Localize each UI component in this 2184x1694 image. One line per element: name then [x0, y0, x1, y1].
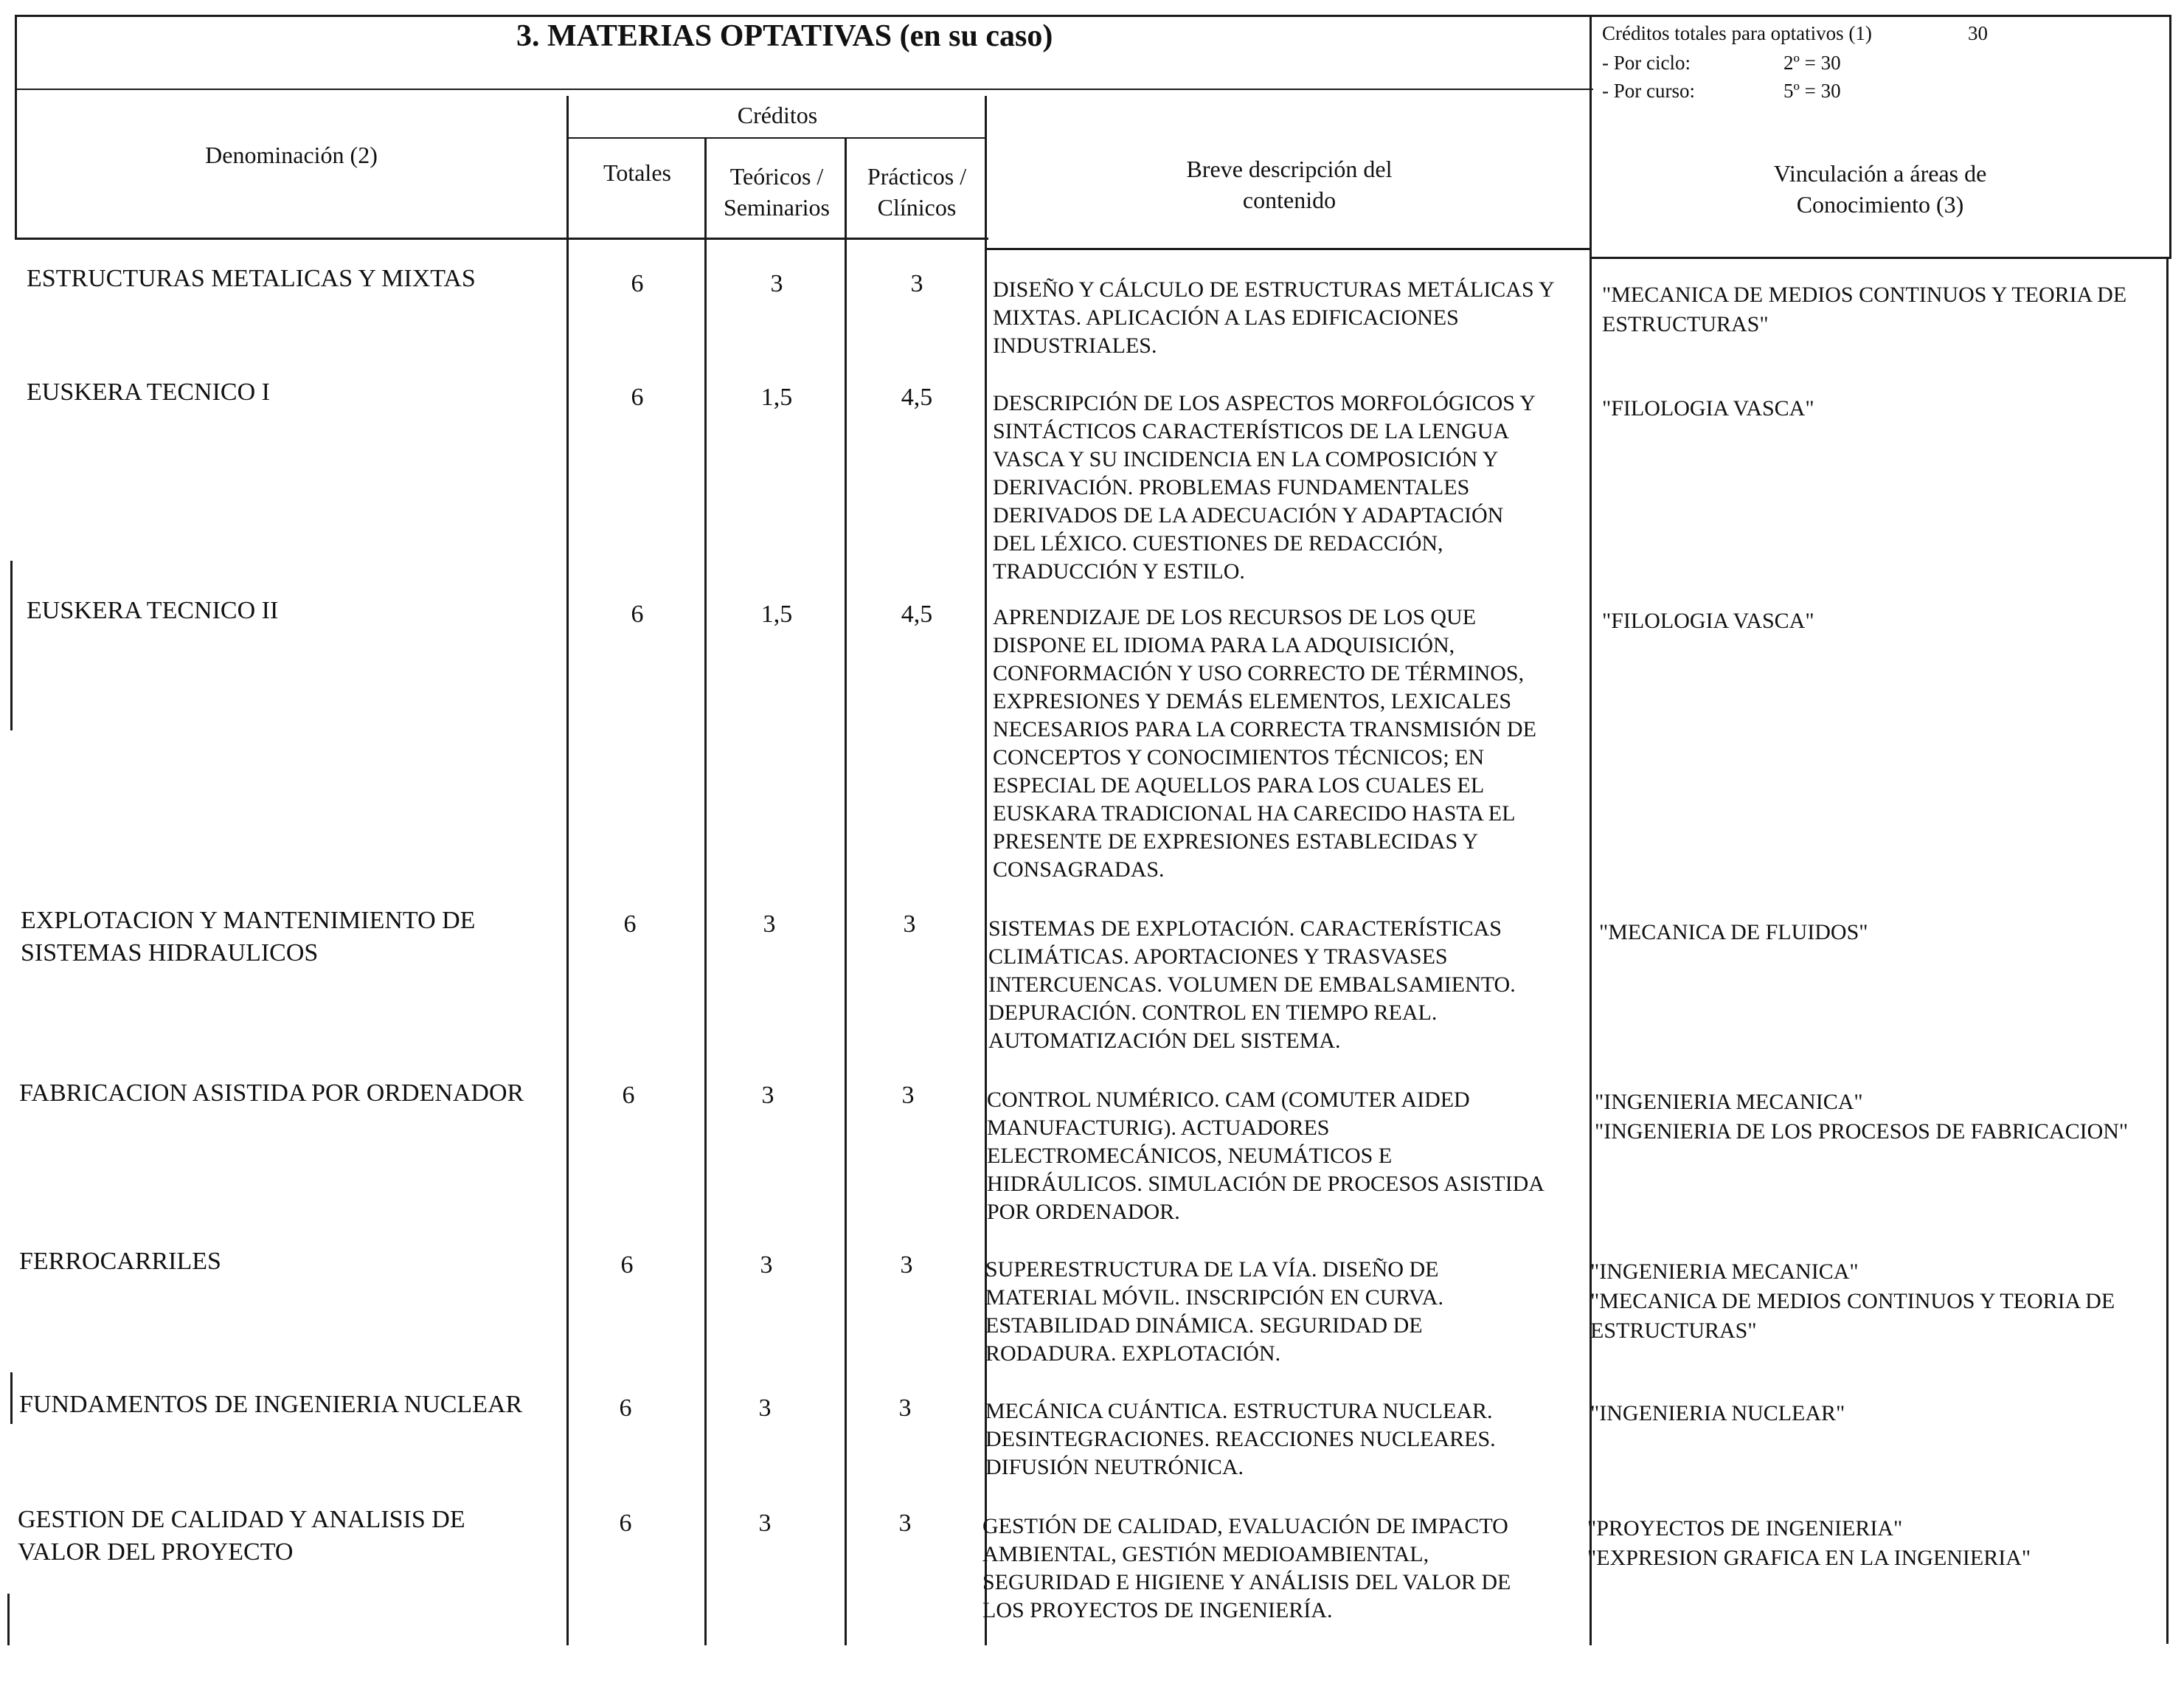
- row-descripcion: CONTROL NUMÉRICO. CAM (COMUTER AIDED MANUFACTURIG). ACTUADORES ELECTROMECÁNICOS, NEUMÁTICOS E HIDRÁULICOS. SIMULACIÓN DE PROCESOS ASISTIDA POR ORDENADOR.: [987, 1088, 1545, 1224]
- header-practicos: Prácticos / Clínicos: [867, 163, 967, 221]
- frame-left-line: [15, 15, 17, 238]
- left-border-fragment-2: [10, 1372, 13, 1424]
- row-areas: "PROYECTOS DE INGENIERIA" "EXPRESION GRAFICA EN LA INGENIERIA": [1587, 1516, 2031, 1570]
- row-descripcion: DISEÑO Y CÁLCULO DE ESTRUCTURAS METÁLICAS Y MIXTAS. APLICACIÓN A LAS EDIFICACIONES INDUSTRIALES.: [993, 277, 1555, 358]
- row-areas: "MECANICA DE MEDIOS CONTINUOS Y TEORIA DE ESTRUCTURAS": [1602, 283, 2127, 336]
- credits-ciclo-label: - Por ciclo:: [1602, 52, 1691, 74]
- row-totales: 6: [619, 1394, 632, 1422]
- header-denominacion: Denominación (2): [205, 142, 378, 168]
- credits-curso-label: - Por curso:: [1602, 80, 1695, 102]
- header-creditos: Créditos: [737, 102, 818, 128]
- header-teoricos: Teóricos / Seminarios: [724, 163, 830, 221]
- row-teoricos: 3: [760, 1251, 773, 1279]
- row-totales: 6: [620, 1251, 634, 1279]
- creditos-group-line: [568, 137, 987, 139]
- row-areas: "FILOLOGIA VASCA": [1602, 609, 1814, 633]
- row-descripcion: GESTIÓN DE CALIDAD, EVALUACIÓN DE IMPACTO AMBIENTAL, GESTIÓN MEDIOAMBIENTAL, SEGURIDAD E HIGIENE Y ANÁLISIS DEL VALOR DE LOS PROYECTOS DE INGENIERÍA.: [982, 1514, 1511, 1622]
- row-teoricos: 1,5: [760, 601, 793, 628]
- row-denominacion: FERROCARRILES: [19, 1248, 221, 1275]
- row-practicos: 3: [898, 1510, 912, 1537]
- row-areas: "FILOLOGIA VASCA": [1602, 396, 1814, 421]
- row-descripcion: SISTEMAS DE EXPLOTACIÓN. CARACTERÍSTICAS CLIMÁTICAS. APORTACIONES Y TRASVASES INTERCUENCAS. VOLUMEN DE EMBALSAMIENTO. DEPURACIÓN. CONTROL EN TIEMPO REAL. AUTOMATIZACIÓN DEL SISTEMA.: [988, 916, 1516, 1053]
- row-totales: 6: [631, 384, 644, 411]
- row-totales: 6: [623, 910, 637, 938]
- row-areas: "INGENIERIA NUCLEAR": [1590, 1401, 1845, 1425]
- header-bottom-line-2: [985, 248, 1591, 250]
- row-areas: "INGENIERIA MECANICA" "INGENIERIA DE LOS PROCESOS DE FABRICACION": [1595, 1090, 2129, 1144]
- row-practicos: 3: [898, 1394, 912, 1422]
- row-descripcion: DESCRIPCIÓN DE LOS ASPECTOS MORFOLÓGICOS Y SINTÁCTICOS CARACTERÍSTICOS DE LA LENGUA VASCA Y SU INCIDENCIA EN LA COMPOSICIÓN Y DERIVACIÓN. PROBLEMAS FUNDAMENTALES DERIVADOS DE LA ADECUACIÓN Y ADAPTACIÓN DEL LÉXICO. CUESTIONES DE REDACCIÓN, TRADUCCIÓN Y ESTILO.: [993, 391, 1536, 584]
- row-practicos: 3: [903, 910, 916, 938]
- row-totales: 6: [631, 270, 644, 297]
- page-title: 3. MATERIAS OPTATIVAS (en su caso): [516, 19, 1053, 53]
- row-teoricos: 1,5: [760, 384, 793, 411]
- header-bottom-line: [15, 238, 988, 240]
- row-totales: 6: [631, 601, 644, 628]
- header-totales: Totales: [603, 159, 671, 186]
- left-border-fragment-3: [7, 1594, 10, 1645]
- row-denominacion: FABRICACION ASISTIDA POR ORDENADOR: [19, 1079, 524, 1107]
- header-bottom-line-3: [1590, 257, 2171, 259]
- row-descripcion: MECÁNICA CUÁNTICA. ESTRUCTURA NUCLEAR. DESINTEGRACIONES. REACCIONES NUCLEARES. DIFUSIÓN NEUTRÓNICA.: [985, 1399, 1496, 1479]
- row-denominacion: EUSKERA TECNICO I: [27, 378, 270, 406]
- row-denominacion: GESTION DE CALIDAD Y ANALISIS DE VALOR DEL PROYECTO: [18, 1506, 465, 1566]
- row-teoricos: 3: [770, 270, 783, 297]
- row-descripcion: SUPERESTRUCTURA DE LA VÍA. DISEÑO DE MATERIAL MÓVIL. INSCRIPCIÓN EN CURVA. ESTABILIDAD DINÁMICA. SEGURIDAD DE RODADURA. EXPLOTACIÓN.: [985, 1257, 1443, 1366]
- right-border-line: [2166, 257, 2169, 1644]
- row-areas: "MECANICA DE FLUIDOS": [1599, 920, 1868, 944]
- frame-top-line: [15, 15, 2171, 17]
- row-practicos: 4,5: [901, 601, 933, 628]
- row-teoricos: 3: [761, 1082, 774, 1109]
- row-practicos: 3: [900, 1251, 913, 1279]
- row-totales: 6: [619, 1510, 632, 1537]
- credits-total-value: 30: [1968, 22, 1988, 44]
- header-descripcion: Breve descripción del contenido: [1186, 156, 1393, 213]
- row-totales: 6: [622, 1082, 635, 1109]
- row-teoricos: 3: [758, 1510, 772, 1537]
- row-denominacion: ESTRUCTURAS METALICAS Y MIXTAS: [27, 265, 476, 292]
- row-denominacion: FUNDAMENTOS DE INGENIERIA NUCLEAR: [19, 1391, 523, 1418]
- row-practicos: 3: [910, 270, 923, 297]
- row-denominacion: EXPLOTACION Y MANTENIMIENTO DE SISTEMAS HIDRAULICOS: [21, 907, 476, 967]
- row-practicos: 3: [901, 1082, 915, 1109]
- title-separator-line: [15, 89, 1593, 90]
- row-descripcion: APRENDIZAJE DE LOS RECURSOS DE LOS QUE DISPONE EL IDIOMA PARA LA ADQUISICIÓN, CONFORMACIÓN Y USO CORRECTO DE TÉRMINOS, EXPRESIONES Y DEMÁS ELEMENTOS, LEXICALES NECESARIOS PARA LA CORRECTA TRANSMISIÓN DE CONCEPTOS Y CONOCIMIENTOS TÉCNICOS; EN ESPECIAL DE AQUELLOS PARA LOS CUALES EL EUSKARA TRADICIONAL HA CARECIDO HASTA EL PRESENTE DE EXPRESIONES ESTABLECIDAS Y CONSAGRADAS.: [993, 605, 1536, 882]
- row-areas: "INGENIERIA MECANICA" "MECANICA DE MEDIOS CONTINUOS Y TEORIA DE ESTRUCTURAS": [1590, 1259, 2115, 1343]
- row-practicos: 4,5: [901, 384, 933, 411]
- header-vinculacion: Vinculación a áreas de Conocimiento (3): [1773, 160, 1987, 218]
- credits-total-label: Créditos totales para optativos (1): [1602, 22, 1872, 44]
- row-teoricos: 3: [763, 910, 776, 938]
- credits-curso-value: 5º = 30: [1783, 80, 1841, 102]
- row-teoricos: 3: [758, 1394, 772, 1422]
- frame-right-line: [2169, 15, 2171, 258]
- row-denominacion: EUSKERA TECNICO II: [27, 597, 279, 624]
- credits-ciclo-value: 2º = 30: [1783, 52, 1841, 74]
- left-border-fragment-1: [10, 561, 13, 730]
